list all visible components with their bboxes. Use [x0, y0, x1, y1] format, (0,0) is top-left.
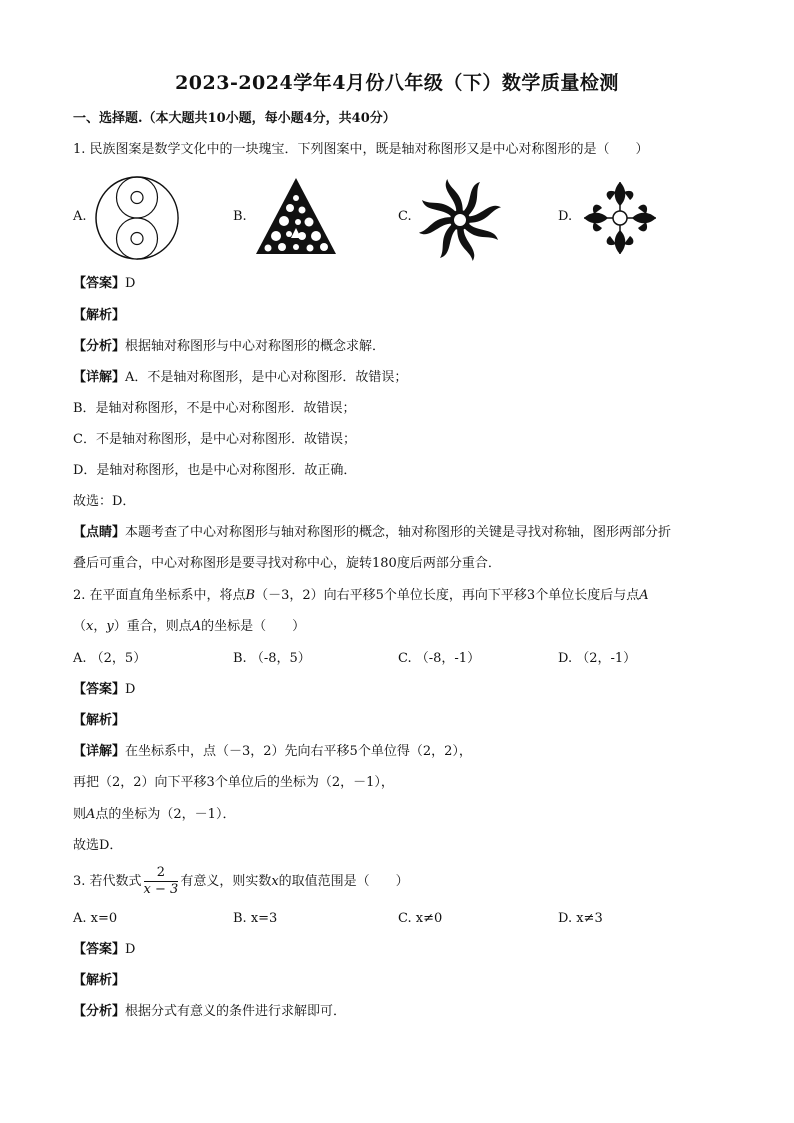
q1-detail-line-5: 故选：D． [73, 494, 136, 509]
q2-point-b: B [245, 588, 256, 603]
detail-tag: 【详解】 [73, 370, 126, 385]
q1-fenxi [73, 338, 385, 356]
q2-var-x: x [86, 619, 94, 634]
answer-value: D [125, 942, 136, 957]
detail-tag: 【详解】 [73, 744, 126, 759]
q2-detail-line-1 [73, 743, 472, 761]
q2-stem-part: 的坐标是（ ） [201, 619, 306, 634]
q3-analysis-tag: 【解析】 [73, 973, 126, 988]
question-2-stem-line-2 [73, 618, 305, 636]
q3-fenxi [73, 1003, 346, 1021]
q1-detail-line-2: B．是轴对称图形，不是中心对称图形．故错误； [73, 401, 356, 416]
q3-stem-part: 有意义，则实数 [180, 874, 272, 889]
fenxi-tag: 【分析】 [73, 1004, 126, 1019]
q3-option-b: B. x=3 [233, 911, 278, 926]
q1-detail-line-4: D．是轴对称图形，也是中心对称图形．故正确． [73, 463, 357, 478]
q3-option-c: C. x≠0 [398, 911, 443, 926]
q3-option-a: A. x=0 [73, 911, 118, 926]
detail-text: A．不是轴对称图形，是中心对称图形．故错误； [125, 370, 408, 385]
q2-detail-part: 则 [73, 807, 87, 822]
q1-option-a-label: A. [73, 209, 87, 224]
detail-text: 在坐标系中，点（－3，2）先向右平移5个单位得（2，2）， [125, 744, 472, 759]
q1-detail-line-1 [73, 369, 407, 387]
q3-stem-part: 的取值范围是（ ） [278, 874, 409, 889]
q2-option-c: C. （-8，-1） [398, 651, 481, 666]
yin-yang-figure [93, 174, 181, 262]
q2-stem-part: （－3，2）向右平移5个单位长度，再向下平移3个单位长度后与点 [255, 588, 640, 603]
q2-stem-part: ）重合，则点 [113, 619, 192, 634]
q3-option-d: D. x≠3 [558, 911, 603, 926]
q2-option-b: B. （-8，5） [233, 651, 311, 666]
q2-detail-line-3 [73, 806, 235, 824]
q2-stem-part: ， [93, 619, 107, 634]
q2-analysis-tag: 【解析】 [73, 713, 126, 728]
patterned-triangle-figure [254, 176, 338, 256]
question-1-stem: 1. 民族图案是数学文化中的一块瑰宝．下列图案中，既是轴对称图形又是中心对称图形的是（ ） [73, 142, 649, 157]
section-heading: 一、选择题.（本大题共10小题，每小题4分，共40分） [73, 111, 396, 126]
q2-var-y: y [106, 619, 114, 634]
fraction-numerator: 2 [144, 865, 179, 882]
q2-option-a: A. （2，5） [73, 651, 147, 666]
fenxi-text: 根据轴对称图形与中心对称图形的概念求解． [125, 339, 386, 354]
q2-detail-line-2: 再把（2，2）向下平移3个单位后的坐标为（2，－1）， [73, 775, 394, 790]
q2-point-a: A [86, 807, 96, 822]
pinwheel-flower-figure [418, 178, 502, 262]
answer-tag: 【答案】 [73, 942, 126, 957]
comment-text: 本题考查了中心对称图形与轴对称图形的概念，轴对称图形的关键是寻找对称轴，图形两部分折 [125, 525, 672, 540]
q2-point-a: A [191, 619, 202, 634]
q3-var-x: x [271, 874, 279, 889]
q2-detail-line-4: 故选D． [73, 838, 123, 853]
q1-detail-line-3: C．不是轴对称图形，是中心对称图形．故错误； [73, 432, 356, 447]
fenxi-text: 根据分式有意义的条件进行求解即可． [125, 1004, 347, 1019]
q2-answer [73, 681, 135, 699]
fenxi-tag: 【分析】 [73, 339, 126, 354]
q1-option-c-label: C. [398, 209, 412, 224]
q1-answer [73, 275, 135, 293]
answer-tag: 【答案】 [73, 276, 126, 291]
answer-tag: 【答案】 [73, 682, 126, 697]
q1-option-b-label: B. [233, 209, 247, 224]
question-2-stem-line-1 [73, 587, 649, 605]
comment-tag: 【点睛】 [73, 525, 126, 540]
q1-comment-line-2: 叠后可重合，中心对称图形是要寻找对称中心，旋转180度后两部分重合． [73, 556, 501, 571]
answer-value: D [125, 276, 136, 291]
q2-detail-part: 点的坐标为（2，－1）． [95, 807, 236, 822]
q1-analysis-tag: 【解析】 [73, 308, 126, 323]
q1-option-d-label: D. [558, 209, 573, 224]
fraction-denominator: x − 3 [143, 882, 179, 897]
q2-point-a: A [639, 588, 649, 603]
question-3-stem [73, 864, 409, 900]
answer-value: D [125, 682, 136, 697]
q2-stem-part: 2. 在平面直角坐标系中，将点 [73, 588, 246, 603]
q1-comment-line-1 [73, 524, 671, 542]
four-leaf-cross-figure [578, 178, 662, 262]
q2-stem-part: （ [73, 619, 87, 634]
q2-option-d: D. （2，-1） [558, 651, 637, 666]
page-title: 2023-2024学年4月份八年级（下）数学质量检测 [175, 72, 619, 94]
q3-stem-part: 3. 若代数式 [73, 874, 142, 889]
fraction [144, 865, 179, 898]
q3-answer [73, 941, 135, 959]
